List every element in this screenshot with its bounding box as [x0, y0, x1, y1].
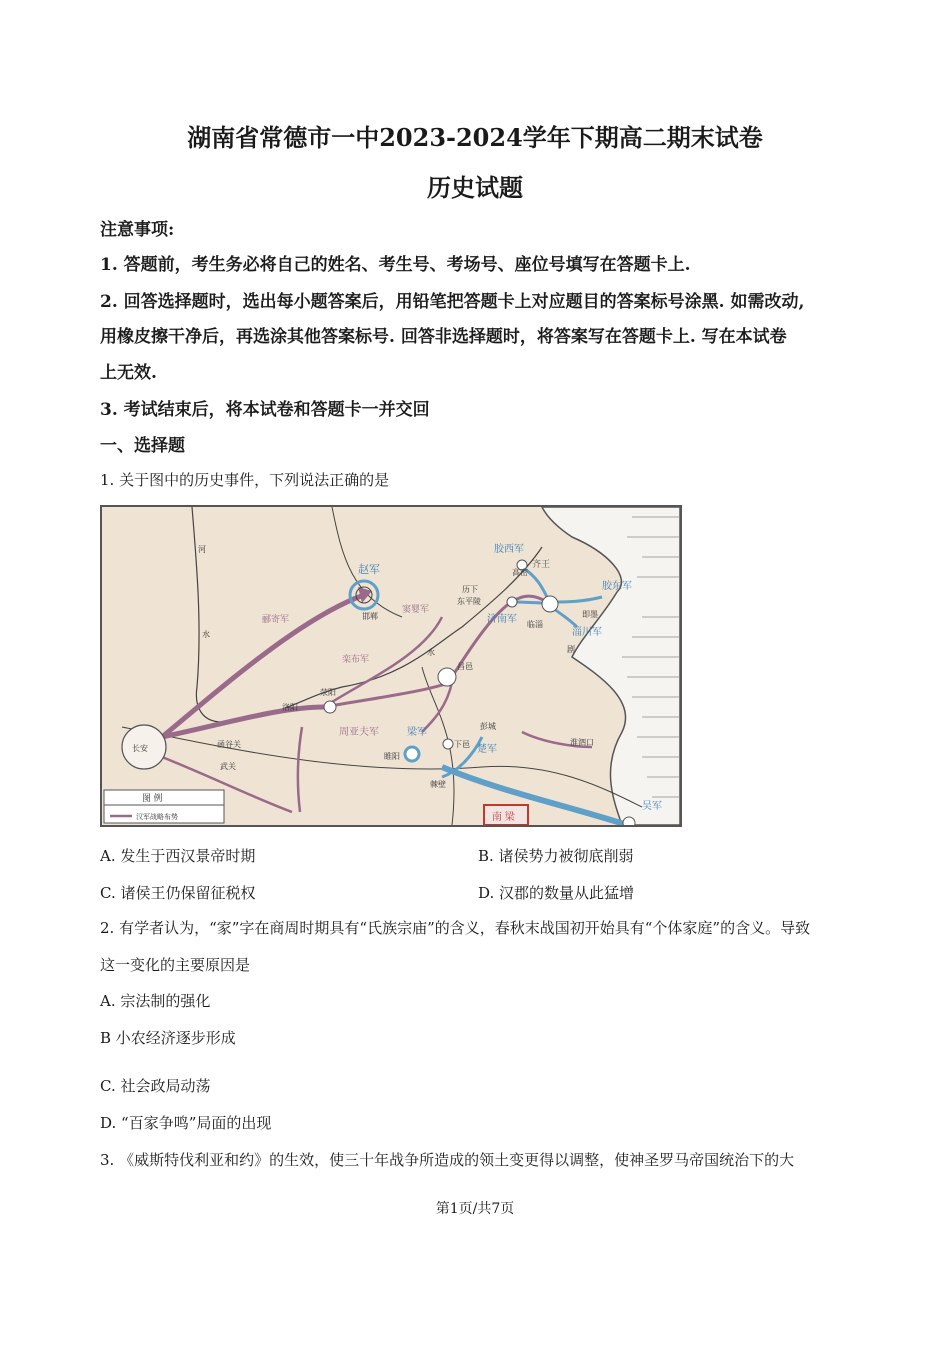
label-changan: 长安 — [132, 744, 148, 753]
label-river3: 水 — [427, 648, 435, 657]
q2-option-a[interactable]: A. 宗法制的强化 — [100, 992, 211, 1010]
label-lixiang: 郦寄军 — [262, 614, 290, 624]
label-huaisikou: 淮泗口 — [570, 738, 594, 747]
route-jiaodong — [552, 597, 602, 602]
q1-map — [100, 505, 682, 827]
label-chujun: 楚军 — [477, 744, 497, 755]
label-liangjun: 梁军 — [407, 727, 427, 738]
label-luoyang: 洛阳 — [282, 703, 298, 712]
label-jiaodong: 胶东军 — [602, 581, 632, 592]
q1-option-c[interactable]: C. 诸侯王仍保留征税权 — [100, 884, 256, 902]
label-ju: 剧 — [567, 645, 575, 654]
q2-option-c[interactable]: C. 社会政局动荡 — [100, 1077, 211, 1095]
label-jibi: 棘壁 — [430, 780, 446, 789]
label-river1: 河 — [198, 545, 206, 554]
notice-heading: 注意事项: — [100, 220, 175, 240]
city-wu — [623, 817, 635, 825]
label-river2: 水 — [202, 630, 210, 639]
label-pengcheng: 彭城 — [480, 722, 496, 731]
label-jiaoxi: 胶西军 — [494, 544, 524, 555]
label-suiyang: 睢阳 — [384, 752, 400, 761]
route-south — [298, 727, 302, 812]
q2-stem: 2. 有学者认为，“家”字在商周时期具有“氏族宗庙”的含义，春秋末战国初开始具有“个体家庭”的含义。导致 — [100, 919, 811, 937]
label-jinan: 济南军 — [487, 614, 517, 625]
label-handan: 邯郸 — [362, 612, 378, 621]
notice-item-2: 2. 回答选择题时，选出每小题答案后，用铅笔把答题卡上对应题目的答案标号涂黑. 如需改动, — [100, 292, 805, 312]
city-qi — [542, 596, 558, 612]
q3-stem: 3. 《威斯特伐利亚和约》的生效，使三十年战争所造成的领土变更得以调整，使神圣罗马帝国统治下的大 — [100, 1151, 795, 1169]
route-wu — [442, 767, 627, 825]
map-svg — [102, 507, 680, 825]
label-changyi: 昌邑 — [457, 662, 473, 671]
city-xiayi — [443, 739, 453, 749]
label-red-box: 南 梁 — [492, 812, 515, 823]
label-jimo: 即墨 — [582, 610, 598, 619]
q2-stem-cont: 这一变化的主要原因是 — [100, 956, 251, 974]
legend-item: 汉军战略布势 — [136, 814, 178, 821]
label-wujun: 吴军 — [642, 801, 662, 812]
q1-stem: 1. 关于图中的历史事件，下列说法正确的是 — [100, 471, 390, 489]
q2-option-b[interactable]: B 小农经济逐步形成 — [100, 1029, 236, 1047]
notice-item-2-end: 上无效. — [100, 363, 157, 383]
q1-option-a[interactable]: A. 发生于西汉景帝时期 — [100, 847, 256, 865]
label-qi: 齐王 — [532, 559, 551, 569]
notice-item-2-cont: 用橡皮擦干净后，再选涂其他答案标号. 回答非选择题时，将答案写在答题卡上. 写在本试卷 — [100, 327, 787, 347]
label-lizi: 历下 — [462, 585, 478, 594]
notice-item-3: 3. 考试结束后，将本试卷和答题卡一并交回 — [100, 400, 430, 420]
label-hangu: 函谷关 — [217, 740, 241, 749]
label-dongpingling: 东平陵 — [457, 597, 481, 606]
route-changan-luoyang — [162, 707, 324, 737]
legend-title: 图 例 — [142, 793, 163, 803]
notice-item-1: 1. 答题前，考生务必将自己的姓名、考生号、考场号、座位号填写在答题卡上. — [100, 255, 691, 275]
exam-subtitle: 历史试题 — [427, 173, 523, 202]
label-wuguan: 武关 — [220, 762, 236, 771]
label-xiayi: 下邑 — [454, 740, 470, 749]
label-zhao: 赵军 — [358, 564, 380, 576]
exam-title: 湖南省常德市一中2023-2024学年下期高二期末试卷 — [187, 123, 763, 152]
label-doujun: 窦婴军 — [402, 604, 430, 614]
map-purple-labels — [262, 558, 550, 738]
label-yingyang: 荥阳 — [320, 688, 336, 697]
label-luanbu: 栾布军 — [342, 654, 370, 664]
city-luoyang — [324, 701, 336, 713]
q1-option-d[interactable]: D. 汉郡的数量从此猛增 — [478, 884, 635, 902]
city-changyi — [438, 668, 456, 686]
label-gaomi: 高密 — [512, 568, 528, 577]
city-dongpingling — [507, 597, 517, 607]
river-branch — [332, 507, 402, 617]
label-linzi: 临淄 — [527, 620, 543, 629]
label-zichuan: 淄川军 — [572, 627, 602, 638]
page-footer: 第1页/共7页 — [435, 1201, 515, 1217]
q1-option-b[interactable]: B. 诸侯势力被彻底削弱 — [478, 847, 634, 865]
section-heading: 一、选择题 — [100, 436, 185, 456]
city-suiyang — [405, 747, 419, 761]
label-zhoufuwu: 周亚夫军 — [339, 727, 379, 738]
q2-option-d[interactable]: D. “百家争鸣”局面的出现 — [100, 1114, 272, 1132]
